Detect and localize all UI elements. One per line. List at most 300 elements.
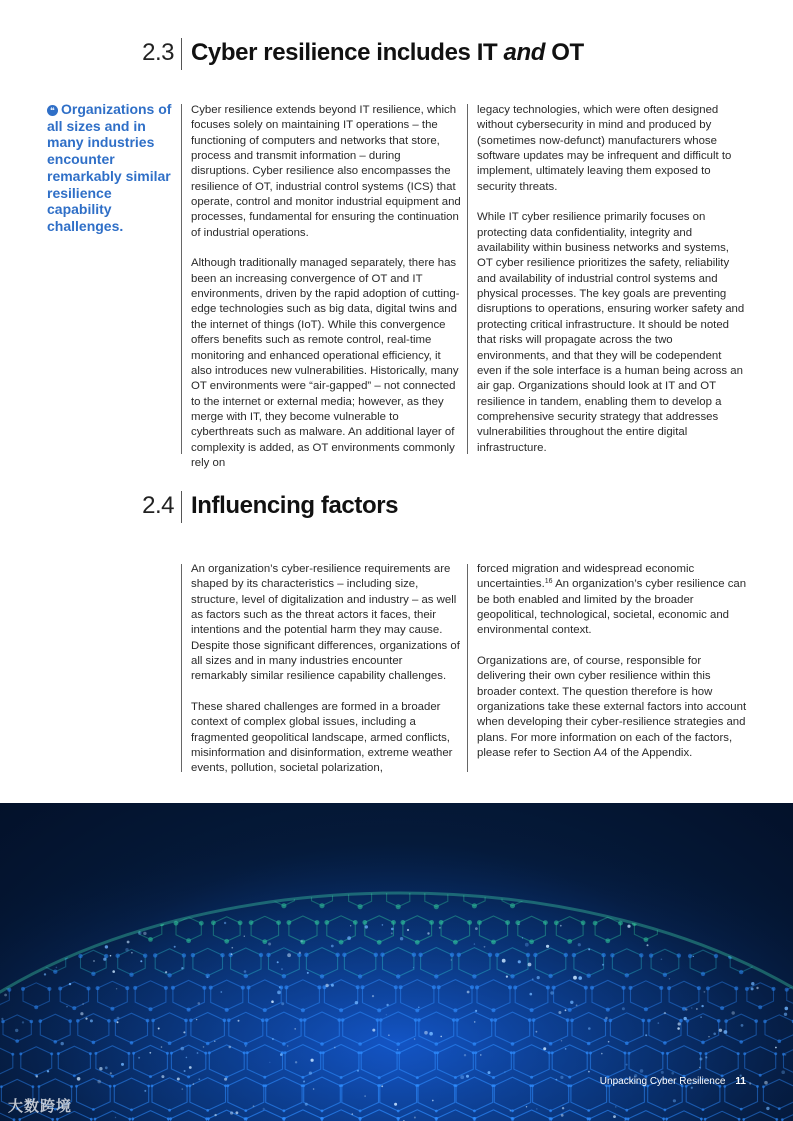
- hex-node: [532, 1018, 536, 1022]
- column-divider: [467, 564, 468, 772]
- sparkle-dot: [576, 1004, 578, 1006]
- hex-node: [774, 1052, 777, 1055]
- sparkle-dot: [161, 1046, 163, 1048]
- hex-node: [189, 1084, 192, 1087]
- hex-node: [228, 953, 232, 957]
- hex-node: [513, 986, 517, 990]
- sparkle-dot: [526, 1106, 527, 1107]
- hex-node: [587, 1109, 590, 1112]
- sparkle-dot: [232, 947, 234, 949]
- sparkle-dot: [669, 978, 670, 979]
- sparkle-dot: [460, 1075, 464, 1079]
- sparkle-dot: [149, 1052, 151, 1054]
- sparkle-dot: [488, 1071, 491, 1074]
- hex-node: [533, 953, 537, 957]
- hex-node: [647, 1019, 651, 1023]
- sparkle-dot: [397, 1049, 399, 1051]
- hex-node: [401, 920, 406, 925]
- hex-node: [166, 1052, 169, 1055]
- paragraph-text: forced migration and widespread economic uncertainties.: [477, 563, 695, 591]
- sparkle-dot: [677, 1027, 680, 1030]
- hex-node: [148, 937, 153, 942]
- sparkle-dot: [556, 1079, 558, 1081]
- hex-node: [249, 920, 254, 925]
- sparkle-dot: [238, 1020, 240, 1022]
- sparkle-dot: [775, 1047, 777, 1049]
- paragraph: Cyber resilience extends beyond IT resilience, which focuses solely on maintaining IT operations – the functioning of computers and networks that store, process and transmit information – during disruptions. Cyber resilience also encompasses the resilience of OT, industrial control systems (ICS) that operate, control and monitor industrial equipment and processes, fundamental for ensuring the continuation of industrial operations.: [191, 104, 461, 239]
- sparkle-dot: [424, 1031, 428, 1035]
- sparkle-dot: [85, 1018, 87, 1020]
- hex-node: [778, 1039, 782, 1043]
- hex-node: [778, 1107, 781, 1110]
- sparkle-dot: [475, 927, 478, 930]
- sparkle-dot: [781, 1070, 785, 1074]
- sparkle-dot: [573, 976, 577, 980]
- sparkle-dot: [174, 946, 176, 948]
- sparkle-dot: [673, 1099, 676, 1102]
- hex-node: [512, 1051, 515, 1054]
- sparkle-dot: [44, 973, 46, 975]
- hex-node: [72, 1006, 76, 1010]
- hex-node: [417, 1018, 421, 1022]
- sparkle-dot: [391, 928, 394, 931]
- hex-node: [494, 1018, 498, 1022]
- sparkle-dot: [561, 1114, 564, 1117]
- sparkle-dot: [177, 1078, 180, 1081]
- hex-node: [737, 1052, 740, 1055]
- sparkle-dot: [719, 1029, 722, 1032]
- sparkle-dot: [161, 1075, 164, 1078]
- hex-node: [436, 1051, 439, 1054]
- hex-node: [359, 1117, 362, 1120]
- sparkle-dot: [560, 925, 562, 927]
- sparkle-dot: [125, 948, 128, 951]
- hex-node: [76, 1019, 80, 1023]
- hex-node: [361, 985, 365, 989]
- hex-node: [18, 1118, 21, 1121]
- hex-node: [78, 954, 82, 958]
- sparkle-dot: [198, 1002, 201, 1005]
- hex-node: [284, 1051, 287, 1054]
- sparkle-dot: [684, 1017, 687, 1020]
- sparkle-dot: [365, 925, 368, 928]
- hex-node: [153, 953, 157, 957]
- paragraph: While IT cyber resilience primarily focuses on protecting data confidentiality, integrity and availability within business networks and systems, OT cyber resilience prioritizes the safety, reliability and availability of industrial control systems and physical processes. The key goals are preventing disruptions to operations, ensuring worker safety and protecting critical infrastructure. It should be noted that risks will propagate across the two environments, and that they will be codependent even if the sole interface is a human being across an air gap. Organizations should look at IT and OT resilience in tandem, enabling them to develop a comprehensive security strategy that addresses vulnerabilities throughout the entire digital infrastructure.: [477, 211, 745, 454]
- sparkle-dot: [724, 1030, 728, 1034]
- hex-node: [339, 940, 344, 945]
- hex-node: [720, 1006, 724, 1010]
- sparkle-dot: [121, 1063, 124, 1066]
- hex-node: [682, 1007, 686, 1011]
- hex-node: [91, 972, 95, 976]
- sparkle-dot: [277, 961, 279, 963]
- hex-node: [415, 940, 420, 945]
- hex-node: [322, 1051, 325, 1054]
- hex-node: [453, 940, 458, 945]
- sparkle-dot: [244, 970, 247, 973]
- hex-node: [189, 1019, 193, 1023]
- sparkle-dot: [158, 1028, 160, 1030]
- sparkle-dot: [331, 984, 334, 987]
- sparkle-dot: [244, 936, 245, 937]
- sparkle-dot: [143, 932, 146, 935]
- sparkle-dot: [386, 1014, 387, 1015]
- hex-node: [171, 986, 175, 990]
- hex-node: [262, 939, 267, 944]
- hex-node: [543, 920, 548, 925]
- hex-node: [606, 1008, 610, 1012]
- hex-node: [551, 1051, 554, 1054]
- sparkle-dot: [413, 967, 414, 968]
- sparkle-dot: [766, 1107, 769, 1110]
- hex-node: [785, 988, 789, 992]
- hex-node: [302, 1084, 305, 1087]
- paragraph: Organizations are, of course, responsible for delivering their own cyber resilience within this broader context. The question therefore is how organizations take these external factors into account when developing their cyber-resilience strategies and plans. For more information on each of the factors, please refer to Section A4 of the Appendix.: [477, 655, 747, 760]
- hex-node: [38, 1085, 41, 1088]
- hex-node: [167, 973, 171, 977]
- sparkle-dot: [700, 1016, 702, 1018]
- sparkle-dot: [287, 1045, 288, 1046]
- footnote-marker[interactable]: 16: [544, 578, 553, 586]
- hex-node: [53, 970, 57, 974]
- hex-node: [701, 1041, 705, 1045]
- hex-node: [68, 1019, 72, 1023]
- sparkle-dot: [386, 1004, 388, 1006]
- sparkle-dot: [451, 959, 452, 960]
- hex-node: [283, 1109, 286, 1112]
- sparkle-dot: [305, 1103, 308, 1106]
- hex-node: [644, 1007, 648, 1011]
- hex-node: [73, 1074, 76, 1077]
- sparkle-dot: [116, 988, 117, 989]
- hex-node: [510, 1051, 513, 1054]
- section-title: [191, 38, 584, 68]
- sparkle-dot: [334, 1047, 336, 1049]
- sparkle-dot: [546, 945, 549, 948]
- hex-node: [472, 974, 476, 978]
- section-2-3-column-right: [477, 103, 747, 456]
- hex-node: [315, 920, 320, 925]
- sparkle-dot: [277, 991, 281, 995]
- sparkle-dot: [693, 956, 694, 957]
- hex-node: [568, 1076, 571, 1079]
- hex-node: [474, 1117, 477, 1120]
- hex-node: [58, 987, 62, 991]
- hex-node: [151, 1085, 154, 1088]
- hex-node: [754, 1019, 758, 1023]
- hex-node: [32, 1085, 35, 1088]
- sparkle-dot: [224, 1078, 227, 1081]
- hex-node: [130, 1109, 133, 1112]
- hex-node: [738, 1118, 741, 1121]
- sparkle-dot: [189, 1066, 192, 1069]
- column-divider: [181, 104, 182, 454]
- sparkle-dot: [110, 955, 112, 957]
- hex-node: [224, 939, 229, 944]
- hex-node: [130, 1041, 134, 1045]
- hex-node: [417, 1084, 420, 1087]
- hex-node: [432, 985, 436, 989]
- hex-node: [724, 1019, 728, 1023]
- sparkle-dot: [640, 1069, 644, 1073]
- sparkle-dot: [245, 1045, 246, 1046]
- sparkle-dot: [299, 952, 301, 954]
- sparkle-dot: [309, 1072, 312, 1075]
- hex-node: [125, 986, 129, 990]
- sparkle-dot: [504, 1071, 506, 1073]
- hex-node: [745, 987, 749, 991]
- sparkle-dot: [467, 991, 470, 994]
- hex-node: [452, 1018, 456, 1022]
- sparkle-dot: [751, 982, 754, 985]
- hex-node: [284, 985, 288, 989]
- sparkle-dot: [440, 1036, 442, 1038]
- hex-node: [677, 953, 681, 957]
- sparkle-dot: [4, 994, 7, 997]
- hex-node: [493, 1084, 496, 1087]
- sparkle-dot: [691, 1007, 692, 1008]
- hex-node: [116, 954, 120, 958]
- hex-node: [376, 1018, 380, 1022]
- hex-node: [89, 1052, 92, 1055]
- hex-node: [473, 1042, 477, 1046]
- hex-node: [567, 939, 572, 944]
- hex-node: [377, 940, 382, 945]
- hex-node: [649, 953, 653, 957]
- hex-node: [739, 1040, 743, 1044]
- hex-node: [492, 1076, 495, 1079]
- hex-node: [665, 1118, 668, 1121]
- sparkle-dot: [696, 1008, 697, 1009]
- hex-node: [664, 1109, 667, 1112]
- hex-node: [207, 1117, 210, 1120]
- hex-node: [625, 1109, 628, 1112]
- sparkle-dot: [181, 1047, 185, 1051]
- paragraph-text: An organization’s cyber resilience can be both enabled and limited by the broader geopolitical, technological, societal, economic and environmental context.: [477, 578, 747, 637]
- hex-node: [530, 1008, 534, 1012]
- hex-node: [54, 1040, 58, 1044]
- sparkle-dot: [220, 991, 222, 993]
- hex-node: [759, 1074, 762, 1077]
- hex-node: [455, 1084, 458, 1087]
- sparkle-dot: [506, 976, 508, 978]
- hex-node: [622, 986, 626, 990]
- sparkle-dot: [785, 1007, 789, 1011]
- sparkle-dot: [61, 1042, 64, 1045]
- sparkle-dot: [364, 1095, 365, 1096]
- section-2-4-column-right: [477, 562, 747, 761]
- hex-node: [601, 953, 605, 957]
- sparkle-dot: [300, 940, 303, 943]
- hex-node: [0, 1085, 3, 1088]
- hex-node: [570, 1019, 574, 1023]
- hex-node: [412, 953, 416, 957]
- sparkle-dot: [382, 924, 384, 926]
- hex-node: [109, 1085, 112, 1088]
- paragraph: [477, 562, 747, 639]
- hex-node: [147, 1085, 150, 1088]
- hex-node: [396, 904, 401, 909]
- sparkle-dot: [645, 1034, 647, 1036]
- sparkle-dot: [661, 959, 663, 961]
- hex-node: [241, 986, 245, 990]
- hex-node: [472, 903, 477, 908]
- hex-node: [92, 1041, 96, 1045]
- hex-node: [245, 1117, 248, 1120]
- sparkle-dot: [236, 1111, 239, 1114]
- hex-node: [223, 1019, 227, 1023]
- hex-node: [593, 921, 598, 926]
- hex-node: [220, 953, 224, 957]
- hex-node: [379, 1018, 383, 1022]
- hex-node: [191, 953, 195, 957]
- hex-node: [378, 1076, 381, 1079]
- sparkle-dot: [627, 925, 630, 928]
- hex-node: [587, 1042, 591, 1046]
- sparkle-dot: [626, 1064, 628, 1066]
- sparkle-dot: [474, 943, 475, 944]
- hex-node: [492, 1008, 496, 1012]
- hex-node: [639, 953, 643, 957]
- sparkle-dot: [530, 993, 533, 996]
- hex-node: [21, 987, 25, 991]
- sparkle-dot: [105, 945, 108, 948]
- footer-doc-title: Unpacking Cyber Resilience: [599, 1076, 726, 1087]
- page-number: 11: [735, 1076, 746, 1087]
- hex-node: [396, 1042, 400, 1046]
- hex-node: [358, 1042, 362, 1046]
- sparkle-dot: [418, 1007, 420, 1009]
- sparkle-dot: [97, 1080, 101, 1084]
- hex-node: [609, 1019, 613, 1023]
- hex-node: [30, 1020, 34, 1024]
- hex-node: [739, 970, 743, 974]
- sparkle-dot: [99, 1067, 102, 1070]
- sparkle-dot: [271, 1000, 274, 1003]
- hex-node: [321, 1110, 324, 1113]
- sparkle-dot: [439, 927, 441, 929]
- hex-node: [202, 986, 206, 990]
- hex-node: [414, 1018, 418, 1022]
- sparkle-dot: [615, 1106, 616, 1107]
- sparkle-dot: [502, 959, 506, 963]
- sparkle-dot: [713, 1033, 716, 1036]
- hex-node: [512, 1117, 515, 1120]
- hex-node: [605, 938, 610, 943]
- sparkle-dot: [764, 1081, 768, 1085]
- sparkle-dot: [307, 972, 309, 974]
- sparkle-dot: [525, 943, 529, 947]
- hex-node: [467, 920, 472, 925]
- paragraph: An organization’s cyber-resilience requirements are shaped by its characteristics – including size, structure, level of digitalization and industry – as well as factors such as the threat actors it faces, their intentions and the potential harm they may cause. Despite those significant differences, organizations of all sizes and in many industries encounter remarkably similar resilience capability challenges.: [191, 563, 460, 683]
- hex-node: [247, 986, 251, 990]
- sparkle-dot: [749, 1082, 751, 1084]
- hex-node: [397, 1110, 400, 1113]
- sparkle-dot: [394, 1103, 397, 1106]
- hex-node: [341, 1018, 345, 1022]
- hex-node: [586, 1051, 589, 1054]
- page-footer: [600, 1076, 746, 1087]
- hex-node: [546, 986, 550, 990]
- sparkle-dot: [474, 1021, 476, 1023]
- sparkle-dot: [69, 983, 71, 985]
- sparkle-dot: [414, 1038, 416, 1040]
- section-2-4-heading: [0, 491, 793, 525]
- sparkle-dot: [331, 945, 334, 948]
- sparkle-dot: [47, 1070, 49, 1072]
- sparkle-dot: [138, 1057, 140, 1059]
- paragraph: legacy technologies, which were often designed without cybersecurity in mind and produced by (sometimes now-defunct) manufacturers whose software updates may be infrequent and difficult to implement, ultimately leaving them exposed to security threats.: [477, 104, 732, 193]
- section-title: Influencing factors: [191, 492, 399, 519]
- sparkle-dot: [115, 1117, 116, 1118]
- hex-node: [39, 1019, 43, 1023]
- sparkle-dot: [117, 1021, 119, 1023]
- hex-node: [529, 939, 534, 944]
- hex-node: [282, 1042, 286, 1046]
- hex-node: [50, 1052, 53, 1055]
- hex-node: [756, 1085, 759, 1088]
- hex-node: [457, 953, 461, 957]
- hex-node: [320, 974, 324, 978]
- hex-node: [303, 1018, 307, 1022]
- hex-node: [706, 986, 710, 990]
- hex-node: [127, 1052, 130, 1055]
- hex-node: [625, 1041, 629, 1045]
- sparkle-dot: [565, 1048, 567, 1050]
- sparkle-dot: [280, 1053, 283, 1056]
- hex-node: [90, 1118, 93, 1121]
- hex-node: [548, 974, 552, 978]
- hex-node: [378, 1084, 381, 1087]
- hex-node: [454, 1076, 457, 1079]
- sparkle-dot: [352, 1113, 354, 1115]
- sparkle-dot: [103, 958, 106, 961]
- hex-node: [51, 1118, 54, 1121]
- sparkle-dot: [207, 976, 209, 978]
- sparkle-dot: [601, 1053, 603, 1055]
- hex-node: [110, 1007, 114, 1011]
- hex-node: [628, 1052, 631, 1055]
- sparkle-dot: [90, 1019, 93, 1022]
- sparkle-dot: [388, 1034, 390, 1036]
- hex-node: [263, 1008, 267, 1012]
- sparkle-dot: [588, 948, 590, 950]
- hex-node: [187, 1008, 191, 1012]
- hex-node: [714, 954, 718, 958]
- hex-node: [340, 1076, 343, 1079]
- hex-node: [734, 986, 738, 990]
- hex-node: [434, 974, 438, 978]
- hex-node: [57, 1052, 60, 1055]
- hex-node: [206, 1042, 210, 1046]
- hex-node: [265, 1018, 269, 1022]
- sparkle-dot: [602, 964, 604, 966]
- hex-globe-graphic: [0, 803, 793, 1121]
- hex-node: [700, 1118, 703, 1121]
- sparkle-dot: [295, 1061, 297, 1063]
- section-number: 2.3: [142, 39, 174, 66]
- sparkle-dot: [528, 963, 532, 967]
- sparkle-dot: [480, 1054, 481, 1055]
- hex-node: [19, 1052, 22, 1055]
- hex-node: [587, 974, 591, 978]
- hex-node: [511, 1042, 515, 1046]
- sparkle-dot: [414, 1117, 416, 1119]
- hex-node: [642, 1019, 646, 1023]
- sparkle-dot: [193, 1083, 195, 1085]
- hex-node: [743, 1052, 746, 1055]
- watermark-text: 大数跨境: [8, 1098, 73, 1115]
